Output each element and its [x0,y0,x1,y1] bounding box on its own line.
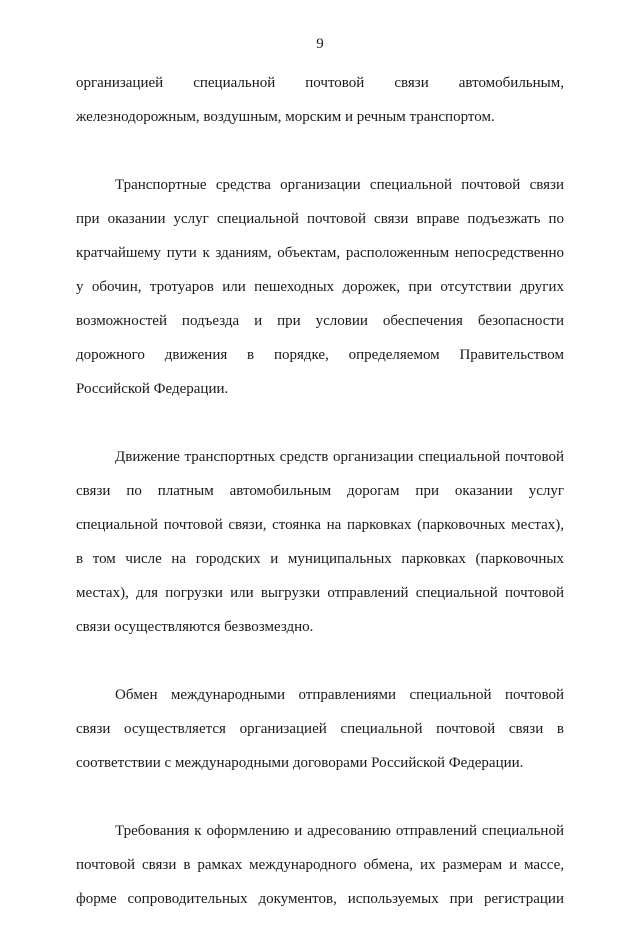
text-line: организацией специальной почтовой связи автомобильным, [76,75,564,91]
text-line: кратчайшему пути к зданиям, объектам, расположенным непосредственно [76,245,564,261]
text-line: Требования к оформлению и адресованию отправлений специальной [115,823,564,839]
text-line: в том числе на городских и муниципальных парковках (парковочных [76,551,564,567]
paragraph-continuation [76,66,564,134]
text-line: связи осуществляется организацией специальной почтовой связи в [76,721,564,737]
text-line: соответствии с международными договорами Российской Федерации. [76,755,524,771]
document-body [76,66,564,950]
text-line: связи по платным автомобильным дорогам при оказании услуг [76,483,564,499]
text-line: местах), для погрузки или выгрузки отправлений специальной почтовой [76,585,564,601]
text-line: Транспортные средства организации специальной почтовой связи [115,177,564,193]
text-line: Движение транспортных средств организации специальной почтовой [115,449,564,465]
text-line: у обочин, тротуаров или пешеходных дорожек, при отсутствии других [76,279,564,295]
text-line: почтовой связи в рамках международного обмена, их размерам и массе, [76,857,564,873]
paragraph-vehicles-access [76,168,564,406]
paragraph-toll-roads [76,440,564,644]
page-number: 9 [316,36,324,52]
text-line: возможностей подъезда и при условии обеспечения безопасности [76,313,564,329]
text-line: форме сопроводительных документов, используемых при регистрации [76,891,564,907]
text-line: связи осуществляются безвозмездно. [76,619,314,635]
text-line: при оказании услуг специальной почтовой связи вправе подъезжать по [76,211,564,227]
text-line: специальной почтовой связи, стоянка на парковках (парковочных местах), [76,517,564,533]
text-line: железнодорожным, воздушным, морским и речным транспортом. [76,109,495,125]
text-line: Обмен международными отправлениями специальной почтовой [115,687,564,703]
text-line: дорожного движения в порядке, определяемом Правительством [76,347,564,363]
paragraph-requirements [76,814,564,916]
text-line: Российской Федерации. [76,381,229,397]
paragraph-international-exchange [76,678,564,780]
